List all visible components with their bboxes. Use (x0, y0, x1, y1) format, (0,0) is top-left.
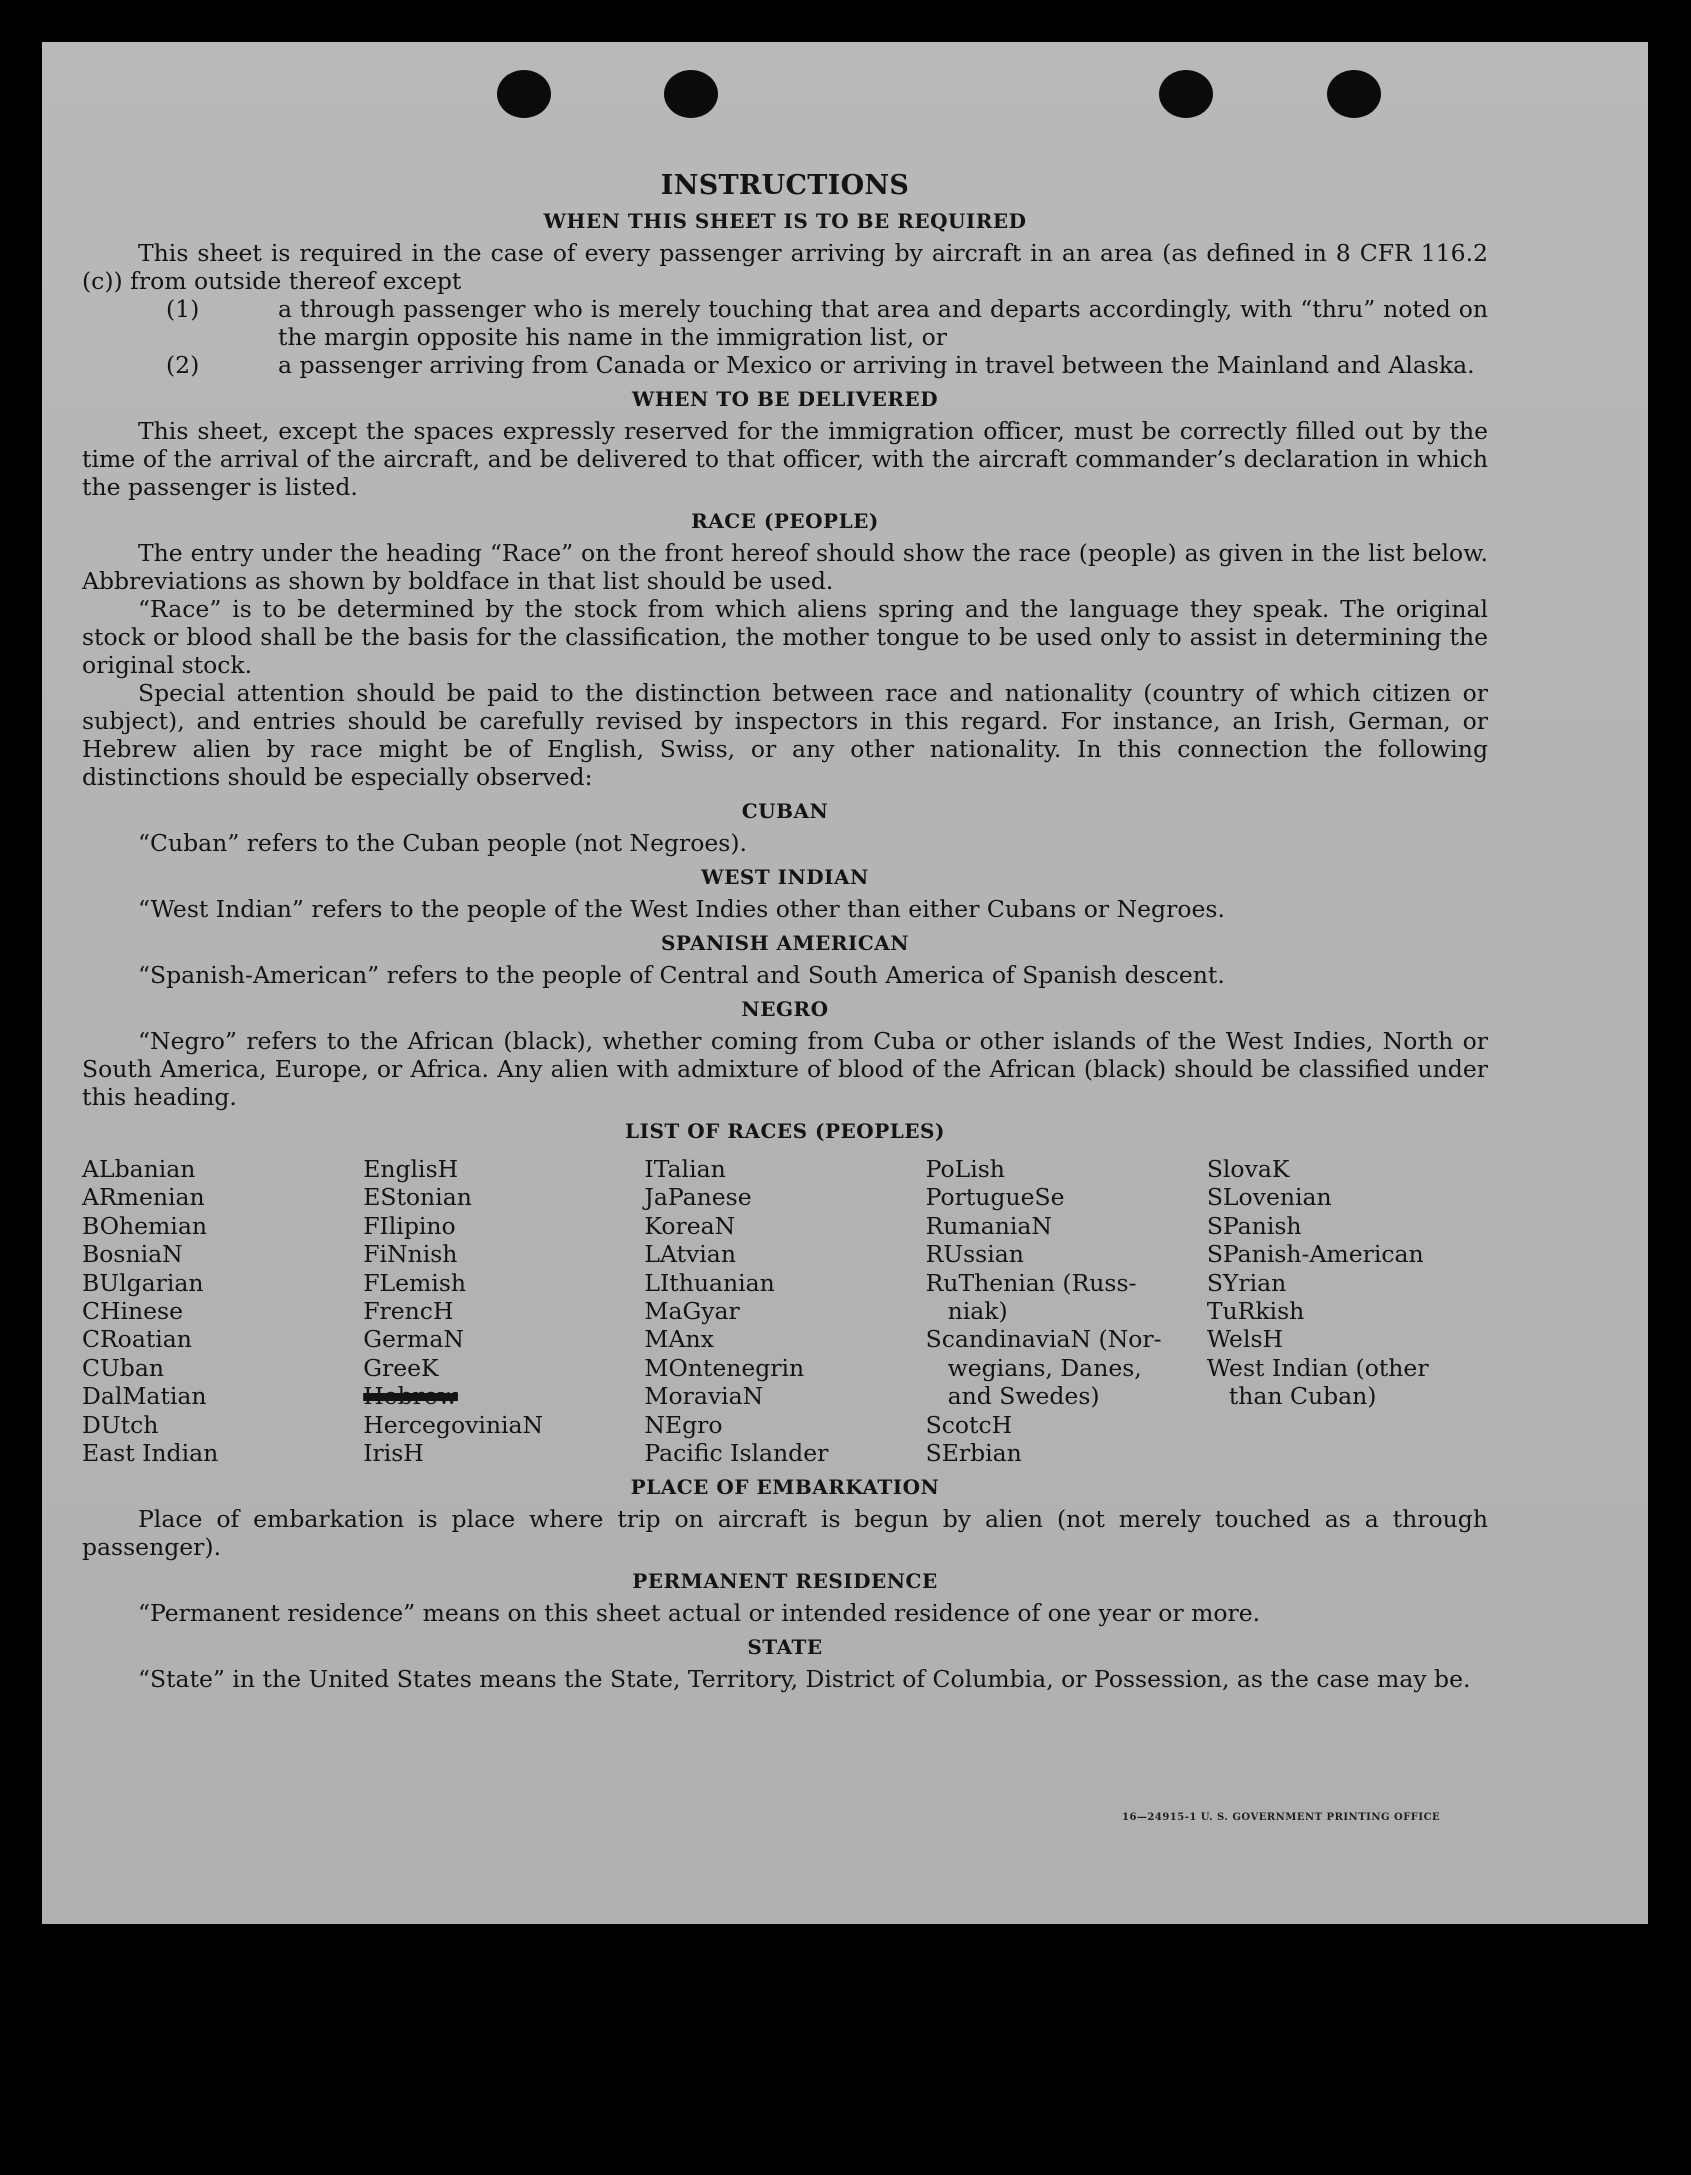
race-paragraph: Special attention should be paid to the distinction between race and nationality (country of which citizen or subject), and entries should be carefully revised by inspectors in this regard. For instance, an Irish, German, or Hebrew alien by race might be of English, Swiss, or any other nationality. In this connection the following distinctions should be especially observed: (82, 679, 1488, 791)
race-entry: EnglisH (363, 1155, 459, 1183)
punch-hole (497, 70, 551, 118)
race-entry: PoLish (925, 1155, 1005, 1183)
races-column (644, 1155, 925, 1467)
race-entry: JaPanese (644, 1183, 752, 1212)
embarkation-text: Place of embarkation is place where trip on aircraft is begun by alien (not merely touched as a through passenger). (82, 1505, 1488, 1562)
race-entry: West Indian (other (1206, 1353, 1429, 1382)
race-entry: RuThenian (Russ- (925, 1268, 1137, 1297)
required-text: This sheet is required in the case of every passenger arriving by aircraft in an area (as defined in 8 CFR 116.2 (c)) from outside thereof except (82, 239, 1488, 295)
heading-negro: NEGRO (741, 997, 829, 1021)
race-entry: HercegoviniaN (363, 1410, 544, 1439)
race-entry: SErbian (925, 1439, 1022, 1468)
race-entry: BOhemian (82, 1211, 207, 1240)
race-entry: FIlipino (363, 1211, 456, 1240)
race-entry: PortugueSe (925, 1183, 1065, 1212)
race-entry: ScandinaviaN (Nor- (925, 1325, 1162, 1354)
race-entry: MoraviaN (644, 1382, 764, 1411)
race-entry: ScotcH (925, 1410, 1013, 1439)
races-list (82, 1155, 1488, 1467)
race-entry: FLemish (363, 1268, 467, 1297)
race-entry-struck: Hebrew (363, 1382, 458, 1411)
race-entry: CUban (82, 1353, 164, 1382)
race-entry: SPanish (1206, 1211, 1302, 1240)
document-body (82, 170, 1488, 1693)
printer-imprint: 16—24915-1 U. S. GOVERNMENT PRINTING OFFICE (1122, 1812, 1441, 1823)
race-entry: TuRkish (1206, 1297, 1305, 1326)
document-page (42, 42, 1648, 1924)
heading-cuban: CUBAN (741, 799, 829, 823)
race-entry: WelsH (1206, 1325, 1284, 1354)
race-paragraph: The entry under the heading “Race” on the front hereof should show the race (people) as given in the list below. Abbreviations as shown by boldface in that list should be used. (82, 539, 1488, 595)
race-entry: RUssian (925, 1240, 1024, 1269)
race-entry-continued: niak) (947, 1297, 1008, 1326)
negro-text: “Negro” refers to the African (black), whether coming from Cuba or other islands of the West Indies, North or South America, Europe, or Africa. Any alien with admixture of blood of the African (black) should be classified under this heading. (82, 1027, 1488, 1111)
race-entry: CRoatian (82, 1325, 192, 1354)
race-paragraph: “Race” is to be determined by the stock from which aliens spring and the language they speak. The original stock or blood shall be the basis for the classification, the mother tongue to be used only to assist in determining the original stock. (82, 595, 1488, 679)
race-entry: GreeK (363, 1353, 439, 1382)
race-entry: CHinese (82, 1297, 183, 1326)
punch-hole (1327, 70, 1381, 118)
punch-hole (1159, 70, 1213, 118)
race-entry: FiNnish (363, 1240, 458, 1269)
page-title: INSTRUCTIONS (660, 170, 910, 201)
race-entry: FrencH (363, 1297, 454, 1326)
race-entry: BosniaN (82, 1240, 183, 1269)
heading-spanish-american: SPANISH AMERICAN (660, 931, 910, 955)
race-entry: DalMatian (82, 1382, 207, 1411)
race-entry: EStonian (363, 1183, 472, 1212)
race-entry: East Indian (82, 1439, 219, 1468)
race-entry-continued: than Cuban) (1228, 1382, 1377, 1411)
race-entry: LIthuanian (644, 1268, 775, 1297)
heading-residence: PERMANENT RESIDENCE (632, 1569, 938, 1594)
race-entry: NEgro (644, 1410, 723, 1439)
race-entry: SlovaK (1206, 1155, 1290, 1183)
race-entry: GermaN (363, 1325, 464, 1354)
residence-text: “Permanent residence” means on this sheet actual or intended residence of one year or more. (138, 1599, 1261, 1628)
punch-hole (664, 70, 718, 118)
race-entry: MOntenegrin (644, 1353, 805, 1382)
race-entry: LAtvian (644, 1240, 736, 1269)
heading-required: WHEN THIS SHEET IS TO BE REQUIRED (543, 209, 1027, 233)
delivered-text: This sheet, except the spaces expressly reserved for the immigration officer, must be correctly filled out by the time of the arrival of the aircraft, and be delivered to that officer, with the aircraft commander’s declaration in which the passenger is listed. (82, 417, 1488, 501)
heading-races-list: LIST OF RACES (PEOPLES) (625, 1119, 945, 1143)
race-entry: Pacific Islander (644, 1439, 829, 1468)
cuban-text: “Cuban” refers to the Cuban people (not Negroes). (138, 829, 748, 857)
race-entry-continued: and Swedes) (947, 1382, 1100, 1411)
west-indian-text: “West Indian” refers to the people of the West Indies other than either Cubans or Negroes. (138, 895, 1225, 923)
race-entry: SPanish-American (1206, 1240, 1424, 1269)
spanish-american-text: “Spanish-American” refers to the people of Central and South America of Spanish descent. (138, 961, 1225, 989)
races-column (1207, 1155, 1488, 1467)
race-entry: ARmenian (82, 1183, 205, 1212)
heading-race: RACE (PEOPLE) (691, 509, 879, 533)
races-column (82, 1155, 363, 1467)
race-entry: DUtch (82, 1410, 159, 1439)
heading-state: STATE (747, 1635, 823, 1660)
exception-item: (1) a through passenger who is merely touching that area and departs accordingly, with “thru” noted on the margin opposite his name in the immigration list, or (166, 295, 1488, 351)
race-entry: SLovenian (1206, 1183, 1332, 1212)
race-entry: SYrian (1206, 1268, 1287, 1297)
heading-embarkation: PLACE OF EMBARKATION (630, 1475, 940, 1500)
race-entry: ALbanian (82, 1155, 196, 1183)
races-column (363, 1155, 644, 1467)
race-entry: KoreaN (644, 1211, 736, 1240)
race-entry-continued: wegians, Danes, (947, 1353, 1142, 1382)
exception-item: (2) a passenger arriving from Canada or Mexico or arriving in travel between the Mainland and Alaska. (166, 351, 1475, 379)
heading-delivered: WHEN TO BE DELIVERED (631, 387, 939, 411)
state-text: “State” in the United States means the State, Territory, District of Columbia, or Possession, as the case may be. (138, 1665, 1471, 1694)
race-entry: MaGyar (644, 1297, 740, 1326)
races-column (926, 1155, 1207, 1467)
heading-west-indian: WEST INDIAN (701, 865, 869, 889)
race-entry: IrisH (363, 1439, 424, 1468)
race-entry: RumaniaN (925, 1211, 1052, 1240)
race-entry: ITalian (644, 1155, 726, 1183)
race-entry: MAnx (644, 1325, 714, 1354)
race-entry: BUlgarian (82, 1268, 204, 1297)
